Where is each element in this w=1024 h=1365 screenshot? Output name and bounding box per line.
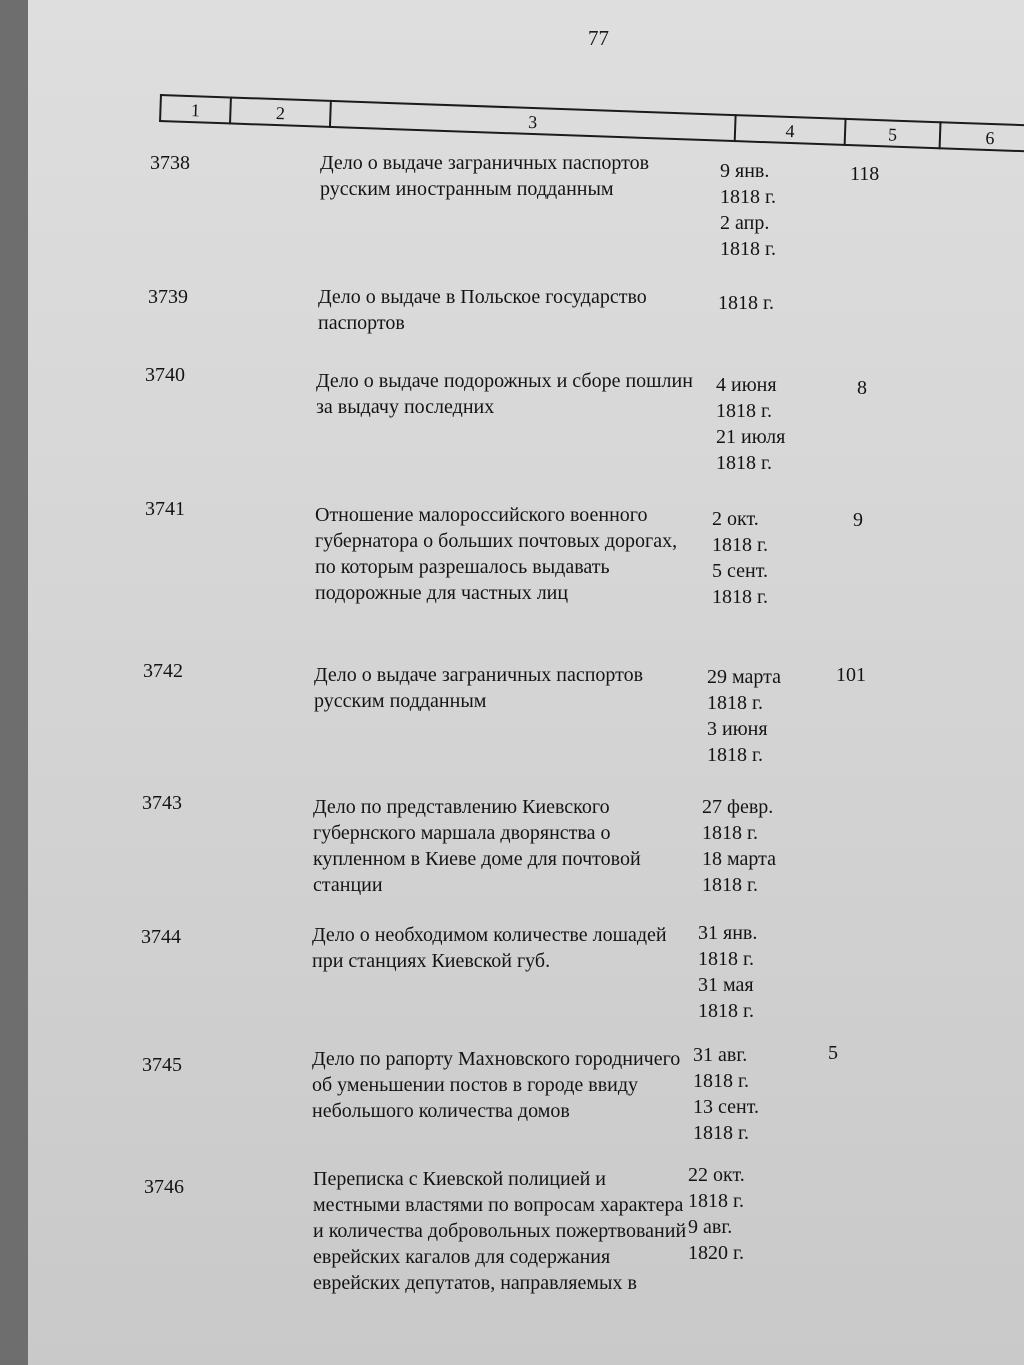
entry-dates — [720, 158, 840, 262]
date-line: 9 авг. — [688, 1216, 733, 1238]
date-line: 4 июня — [716, 374, 777, 396]
entry-number: 3746 — [144, 1176, 184, 1198]
date-line: 5 сент. — [712, 560, 768, 582]
date-line: 1818 г. — [702, 822, 758, 844]
date-line: 31 мая — [698, 974, 754, 996]
date-line: 1818 г. — [720, 186, 776, 208]
entry-dates — [702, 794, 822, 898]
date-line: 13 сент. — [693, 1096, 759, 1118]
entry-pages: 118 — [850, 163, 880, 185]
entry-dates — [718, 290, 838, 316]
entry-number: 3740 — [145, 364, 185, 386]
entry-pages: 5 — [828, 1042, 838, 1064]
entry-number: 3743 — [142, 792, 182, 814]
entry-dates — [688, 1162, 808, 1266]
date-line: 3 июня — [707, 718, 768, 740]
entry-pages: 8 — [857, 377, 867, 399]
date-line: 1818 г. — [698, 948, 754, 970]
entry-title: Переписка с Киевской полицией и местными властями по вопросам характера и количества добровольных пожертвований еврейских кагалов для содержания еврейских депутатов, направляемых в — [313, 1168, 687, 1294]
entry-title: Дело о выдаче заграничных паспортов русским иностранным подданным — [320, 152, 650, 200]
entry-number: 3738 — [150, 152, 190, 174]
column-header-3: 3 — [329, 100, 735, 142]
date-line: 1818 г. — [707, 692, 763, 714]
entry-pages: 9 — [853, 509, 863, 531]
column-header-4: 4 — [734, 114, 845, 146]
date-line: 1818 г. — [716, 452, 772, 474]
date-line: 18 марта — [702, 848, 776, 870]
entry-dates — [716, 372, 836, 476]
entry-title: Отношение малороссийского военного губернатора о больших почтовых дорогах, по которым разрешалось выдавать подорожные для частных лиц — [315, 504, 678, 604]
date-line: 1818 г. — [707, 744, 763, 766]
date-line: 1818 г. — [720, 238, 776, 260]
date-line: 1818 г. — [693, 1070, 749, 1092]
date-line: 1818 г. — [693, 1122, 749, 1144]
date-line: 1820 г. — [688, 1242, 744, 1264]
date-line: 22 окт. — [688, 1164, 745, 1186]
entry-title: Дело о выдаче заграничных паспортов русским подданным — [314, 664, 644, 712]
date-line: 29 марта — [707, 666, 781, 688]
entry-number: 3742 — [143, 660, 183, 682]
entry-title: Дело о выдаче подорожных и сборе пошлин за выдачу последних — [316, 370, 693, 418]
date-line: 1818 г. — [702, 874, 758, 896]
date-line: 1818 г. — [688, 1190, 744, 1212]
column-header-1: 1 — [159, 94, 230, 124]
date-line: 2 окт. — [712, 508, 759, 530]
column-header-5: 5 — [844, 118, 940, 149]
entry-number: 3739 — [148, 286, 188, 308]
column-header-6: 6 — [939, 121, 1024, 152]
date-line: 9 янв. — [720, 160, 770, 182]
date-line: 27 февр. — [702, 796, 774, 818]
entry-dates — [707, 664, 827, 768]
entry-pages: 101 — [836, 664, 866, 686]
entry-title: Дело о необходимом количестве лошадей при станциях Киевской губ. — [312, 924, 667, 972]
date-line: 1818 г. — [712, 534, 768, 556]
date-line: 1818 г. — [698, 1000, 754, 1022]
entry-title: Дело по представлению Киевского губернского маршала дворянства о купленном в Киеве доме для почтовой станции — [313, 796, 641, 896]
entry-dates — [693, 1042, 813, 1146]
date-line: 31 янв. — [698, 922, 758, 944]
document-page — [28, 0, 1024, 1365]
page-number: 77 — [588, 26, 609, 50]
date-line: 1818 г. — [718, 292, 774, 314]
entry-number: 3744 — [141, 926, 181, 948]
column-header-2: 2 — [229, 96, 330, 127]
entry-number: 3745 — [142, 1054, 182, 1076]
entry-title: Дело по рапорту Махновского городничего об уменьшении постов в городе ввиду небольшого количества домов — [312, 1048, 681, 1122]
date-line: 1818 г. — [712, 586, 768, 608]
date-line: 31 авг. — [693, 1044, 748, 1066]
date-line: 21 июля — [716, 426, 786, 448]
entry-title: Дело о выдаче в Польское государство паспортов — [318, 286, 647, 334]
entry-dates — [712, 506, 832, 610]
entry-dates — [698, 920, 818, 1024]
date-line: 2 апр. — [720, 212, 770, 234]
date-line: 1818 г. — [716, 400, 772, 422]
entry-number: 3741 — [145, 498, 185, 520]
